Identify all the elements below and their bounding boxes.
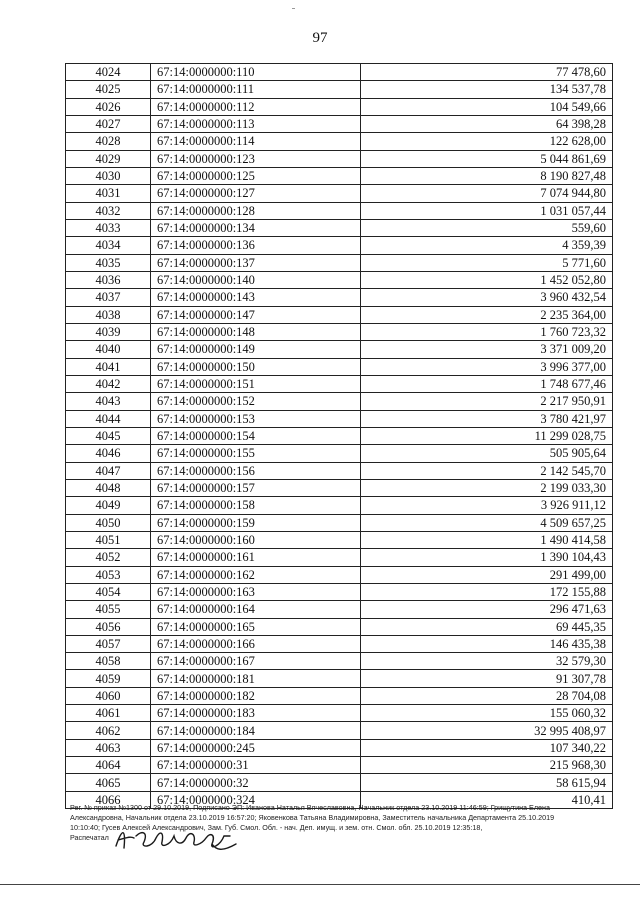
cadastral-value-cell: 5 044 861,69 (361, 150, 613, 167)
page-number: 97 (312, 30, 328, 46)
cadastral-value-cell: 64 398,28 (361, 115, 613, 132)
printed-by-label: Распечатал (70, 833, 109, 842)
cadastral-number-cell: 67:14:0000000:161 (151, 549, 361, 566)
cadastral-number-cell: 67:14:0000000:181 (151, 670, 361, 687)
cadastral-value-cell: 104 549,66 (361, 98, 613, 115)
cadastral-value-cell: 3 960 432,54 (361, 289, 613, 306)
cadastral-value-cell: 1 452 052,80 (361, 271, 613, 288)
row-number-cell: 4027 (66, 115, 151, 132)
cadastral-value-cell: 7 074 944,80 (361, 185, 613, 202)
cadastral-value-cell: 1 760 723,32 (361, 323, 613, 340)
table-row (66, 445, 613, 462)
row-number-cell: 4055 (66, 601, 151, 618)
table-row (66, 635, 613, 652)
cadastral-value-cell: 215 968,30 (361, 757, 613, 774)
cadastral-number-cell: 67:14:0000000:149 (151, 341, 361, 358)
cadastral-number-cell: 67:14:0000000:147 (151, 306, 361, 323)
row-number-cell: 4044 (66, 410, 151, 427)
cadastral-value-cell: 5 771,60 (361, 254, 613, 271)
cadastral-number-cell: 67:14:0000000:158 (151, 497, 361, 514)
cadastral-number-cell: 67:14:0000000:163 (151, 583, 361, 600)
cadastral-number-cell: 67:14:0000000:114 (151, 133, 361, 150)
cadastral-number-cell: 67:14:0000000:134 (151, 219, 361, 236)
cadastral-number-cell: 67:14:0000000:123 (151, 150, 361, 167)
table-row (66, 81, 613, 98)
row-number-cell: 4039 (66, 323, 151, 340)
cadastral-value-cell: 4 509 657,25 (361, 514, 613, 531)
table-row (66, 497, 613, 514)
table-row (66, 410, 613, 427)
row-number-cell: 4034 (66, 237, 151, 254)
cadastral-number-cell: 67:14:0000000:154 (151, 427, 361, 444)
row-number-cell: 4063 (66, 739, 151, 756)
cadastral-value-cell: 3 780 421,97 (361, 410, 613, 427)
cadastral-number-cell: 67:14:0000000:183 (151, 705, 361, 722)
cadastral-value-cell: 2 217 950,91 (361, 393, 613, 410)
cadastral-number-cell: 67:14:0000000:166 (151, 635, 361, 652)
row-number-cell: 4052 (66, 549, 151, 566)
cadastral-number-cell: 67:14:0000000:184 (151, 722, 361, 739)
cadastral-number-cell: 67:14:0000000:156 (151, 462, 361, 479)
row-number-cell: 4064 (66, 757, 151, 774)
table-row (66, 64, 613, 81)
row-number-cell: 4026 (66, 98, 151, 115)
table-row (66, 774, 613, 791)
table-row (66, 150, 613, 167)
row-number-cell: 4060 (66, 687, 151, 704)
page-bottom-rule (0, 884, 640, 885)
row-number-cell: 4043 (66, 393, 151, 410)
table-row (66, 375, 613, 392)
row-number-cell: 4025 (66, 81, 151, 98)
cadastral-number-cell: 67:14:0000000:152 (151, 393, 361, 410)
cadastral-value-cell: 146 435,38 (361, 635, 613, 652)
cadastral-number-cell: 67:14:0000000:111 (151, 81, 361, 98)
cadastral-number-cell: 67:14:0000000:151 (151, 375, 361, 392)
row-number-cell: 4062 (66, 722, 151, 739)
cadastral-number-cell: 67:14:0000000:113 (151, 115, 361, 132)
cadastral-value-cell: 3 926 911,12 (361, 497, 613, 514)
row-number-cell: 4040 (66, 341, 151, 358)
row-number-cell: 4042 (66, 375, 151, 392)
row-number-cell: 4053 (66, 566, 151, 583)
table-body (66, 64, 613, 809)
row-number-cell: 4066 (66, 791, 151, 808)
table-row (66, 618, 613, 635)
footer-line-1: Рег. № приказ №1300 от 29.10.2019, Подписано ЭП: Иванова Наталья Вячеславовна, Начальник отдела 23.10.2019 11:46:59; Грищутина Елена (70, 803, 551, 812)
cadastral-value-cell: 91 307,78 (361, 670, 613, 687)
cadastral-number-cell: 67:14:0000000:136 (151, 237, 361, 254)
table-row (66, 462, 613, 479)
row-number-cell: 4032 (66, 202, 151, 219)
cadastral-value-cell: 134 537,78 (361, 81, 613, 98)
cadastral-value-cell: 28 704,08 (361, 687, 613, 704)
cadastral-number-cell: 67:14:0000000:324 (151, 791, 361, 808)
cadastral-value-cell: 172 155,88 (361, 583, 613, 600)
table-row (66, 271, 613, 288)
cadastral-number-cell: 67:14:0000000:162 (151, 566, 361, 583)
row-number-cell: 4047 (66, 462, 151, 479)
cadastral-value-cell: 11 299 028,75 (361, 427, 613, 444)
cadastral-value-cell: 559,60 (361, 219, 613, 236)
row-number-cell: 4051 (66, 531, 151, 548)
row-number-cell: 4058 (66, 653, 151, 670)
cadastral-number-cell: 67:14:0000000:112 (151, 98, 361, 115)
cadastral-value-cell: 410,41 (361, 791, 613, 808)
row-number-cell: 4029 (66, 150, 151, 167)
table-row (66, 358, 613, 375)
row-number-cell: 4056 (66, 618, 151, 635)
table-row (66, 306, 613, 323)
row-number-cell: 4035 (66, 254, 151, 271)
cadastral-number-cell: 67:14:0000000:148 (151, 323, 361, 340)
table-row (66, 185, 613, 202)
cadastral-number-cell: 67:14:0000000:125 (151, 167, 361, 184)
cadastral-value-cell: 4 359,39 (361, 237, 613, 254)
table-row (66, 237, 613, 254)
cadastral-value-cell: 58 615,94 (361, 774, 613, 791)
table-row (66, 601, 613, 618)
cadastral-number-cell: 67:14:0000000:167 (151, 653, 361, 670)
cadastral-number-cell: 67:14:0000000:164 (151, 601, 361, 618)
table-row (66, 514, 613, 531)
row-number-cell: 4036 (66, 271, 151, 288)
cadastral-value-cell: 32 995 408,97 (361, 722, 613, 739)
table-row (66, 254, 613, 271)
cadastral-value-cell: 1 490 414,58 (361, 531, 613, 548)
cadastral-number-cell: 67:14:0000000:160 (151, 531, 361, 548)
printed-by-line (70, 833, 615, 843)
row-number-cell: 4024 (66, 64, 151, 81)
cadastral-number-cell: 67:14:0000000:32 (151, 774, 361, 791)
table-row (66, 323, 613, 340)
table-row (66, 219, 613, 236)
cadastral-value-cell: 3 371 009,20 (361, 341, 613, 358)
cadastral-number-cell: 67:14:0000000:127 (151, 185, 361, 202)
signature-footer (70, 803, 615, 843)
cadastral-value-cell: 2 142 545,70 (361, 462, 613, 479)
cadastral-number-cell: 67:14:0000000:165 (151, 618, 361, 635)
row-number-cell: 4046 (66, 445, 151, 462)
table-row (66, 757, 613, 774)
table-row (66, 583, 613, 600)
row-number-cell: 4030 (66, 167, 151, 184)
cadastral-value-cell: 69 445,35 (361, 618, 613, 635)
row-number-cell: 4054 (66, 583, 151, 600)
row-number-cell: 4031 (66, 185, 151, 202)
cadastral-value-cell: 8 190 827,48 (361, 167, 613, 184)
row-number-cell: 4048 (66, 479, 151, 496)
table-row (66, 167, 613, 184)
cadastral-value-cell: 77 478,60 (361, 64, 613, 81)
row-number-cell: 4049 (66, 497, 151, 514)
cadastral-value-cell: 1 390 104,43 (361, 549, 613, 566)
table-row (66, 133, 613, 150)
cadastral-number-cell: 67:14:0000000:31 (151, 757, 361, 774)
table-row (66, 341, 613, 358)
table-row (66, 566, 613, 583)
cadastral-value-cell: 2 235 364,00 (361, 306, 613, 323)
table-row (66, 531, 613, 548)
cadastral-value-cell: 122 628,00 (361, 133, 613, 150)
cadastral-number-cell: 67:14:0000000:128 (151, 202, 361, 219)
cadastral-value-cell: 3 996 377,00 (361, 358, 613, 375)
table-row (66, 115, 613, 132)
table-row (66, 289, 613, 306)
table-row (66, 98, 613, 115)
table-row (66, 393, 613, 410)
footer-line-2: Александровна, Начальник отдела 23.10.2019 16:57:20; Яковенкова Татьяна Владимировна, Заместитель начальника Департамента 25.10.2019 (70, 813, 555, 822)
row-number-cell: 4028 (66, 133, 151, 150)
cadastral-value-cell: 107 340,22 (361, 739, 613, 756)
cadastral-number-cell: 67:14:0000000:159 (151, 514, 361, 531)
cadastral-number-cell: 67:14:0000000:110 (151, 64, 361, 81)
cadastral-value-cell: 296 471,63 (361, 601, 613, 618)
cadastral-number-cell: 67:14:0000000:245 (151, 739, 361, 756)
table-row (66, 653, 613, 670)
cadastral-value-table (65, 63, 613, 809)
cadastral-number-cell: 67:14:0000000:150 (151, 358, 361, 375)
cadastral-number-cell: 67:14:0000000:155 (151, 445, 361, 462)
table-row (66, 427, 613, 444)
row-number-cell: 4045 (66, 427, 151, 444)
row-number-cell: 4038 (66, 306, 151, 323)
cadastral-value-cell: 1 031 057,44 (361, 202, 613, 219)
footer-line-3: 10:10:40; Гусев Алексей Александрович, Зам. Губ. Смол. Обл. - нач. Деп. имущ. и зем. отн. Смол. обл. 25.10.2019 12:35:18, (70, 823, 483, 832)
table-row (66, 670, 613, 687)
row-number-cell: 4033 (66, 219, 151, 236)
cadastral-value-cell: 505 905,64 (361, 445, 613, 462)
cadastral-number-cell: 67:14:0000000:140 (151, 271, 361, 288)
row-number-cell: 4059 (66, 670, 151, 687)
cadastral-value-cell: 32 579,30 (361, 653, 613, 670)
cadastral-number-cell: 67:14:0000000:157 (151, 479, 361, 496)
row-number-cell: 4037 (66, 289, 151, 306)
cadastral-value-cell: 2 199 033,30 (361, 479, 613, 496)
cadastral-number-cell: 67:14:0000000:182 (151, 687, 361, 704)
row-number-cell: 4061 (66, 705, 151, 722)
table-row (66, 479, 613, 496)
table-row (66, 687, 613, 704)
table-row (66, 739, 613, 756)
table-row (66, 202, 613, 219)
table-row (66, 705, 613, 722)
table-row (66, 722, 613, 739)
cadastral-value-cell: 1 748 677,46 (361, 375, 613, 392)
row-number-cell: 4065 (66, 774, 151, 791)
table-row (66, 549, 613, 566)
row-number-cell: 4041 (66, 358, 151, 375)
row-number-cell: 4050 (66, 514, 151, 531)
row-number-cell: 4057 (66, 635, 151, 652)
cadastral-number-cell: 67:14:0000000:153 (151, 410, 361, 427)
cadastral-value-cell: 155 060,32 (361, 705, 613, 722)
scan-speck (292, 8, 295, 9)
cadastral-value-cell: 291 499,00 (361, 566, 613, 583)
cadastral-number-cell: 67:14:0000000:137 (151, 254, 361, 271)
handwritten-signature (112, 824, 242, 854)
cadastral-number-cell: 67:14:0000000:143 (151, 289, 361, 306)
